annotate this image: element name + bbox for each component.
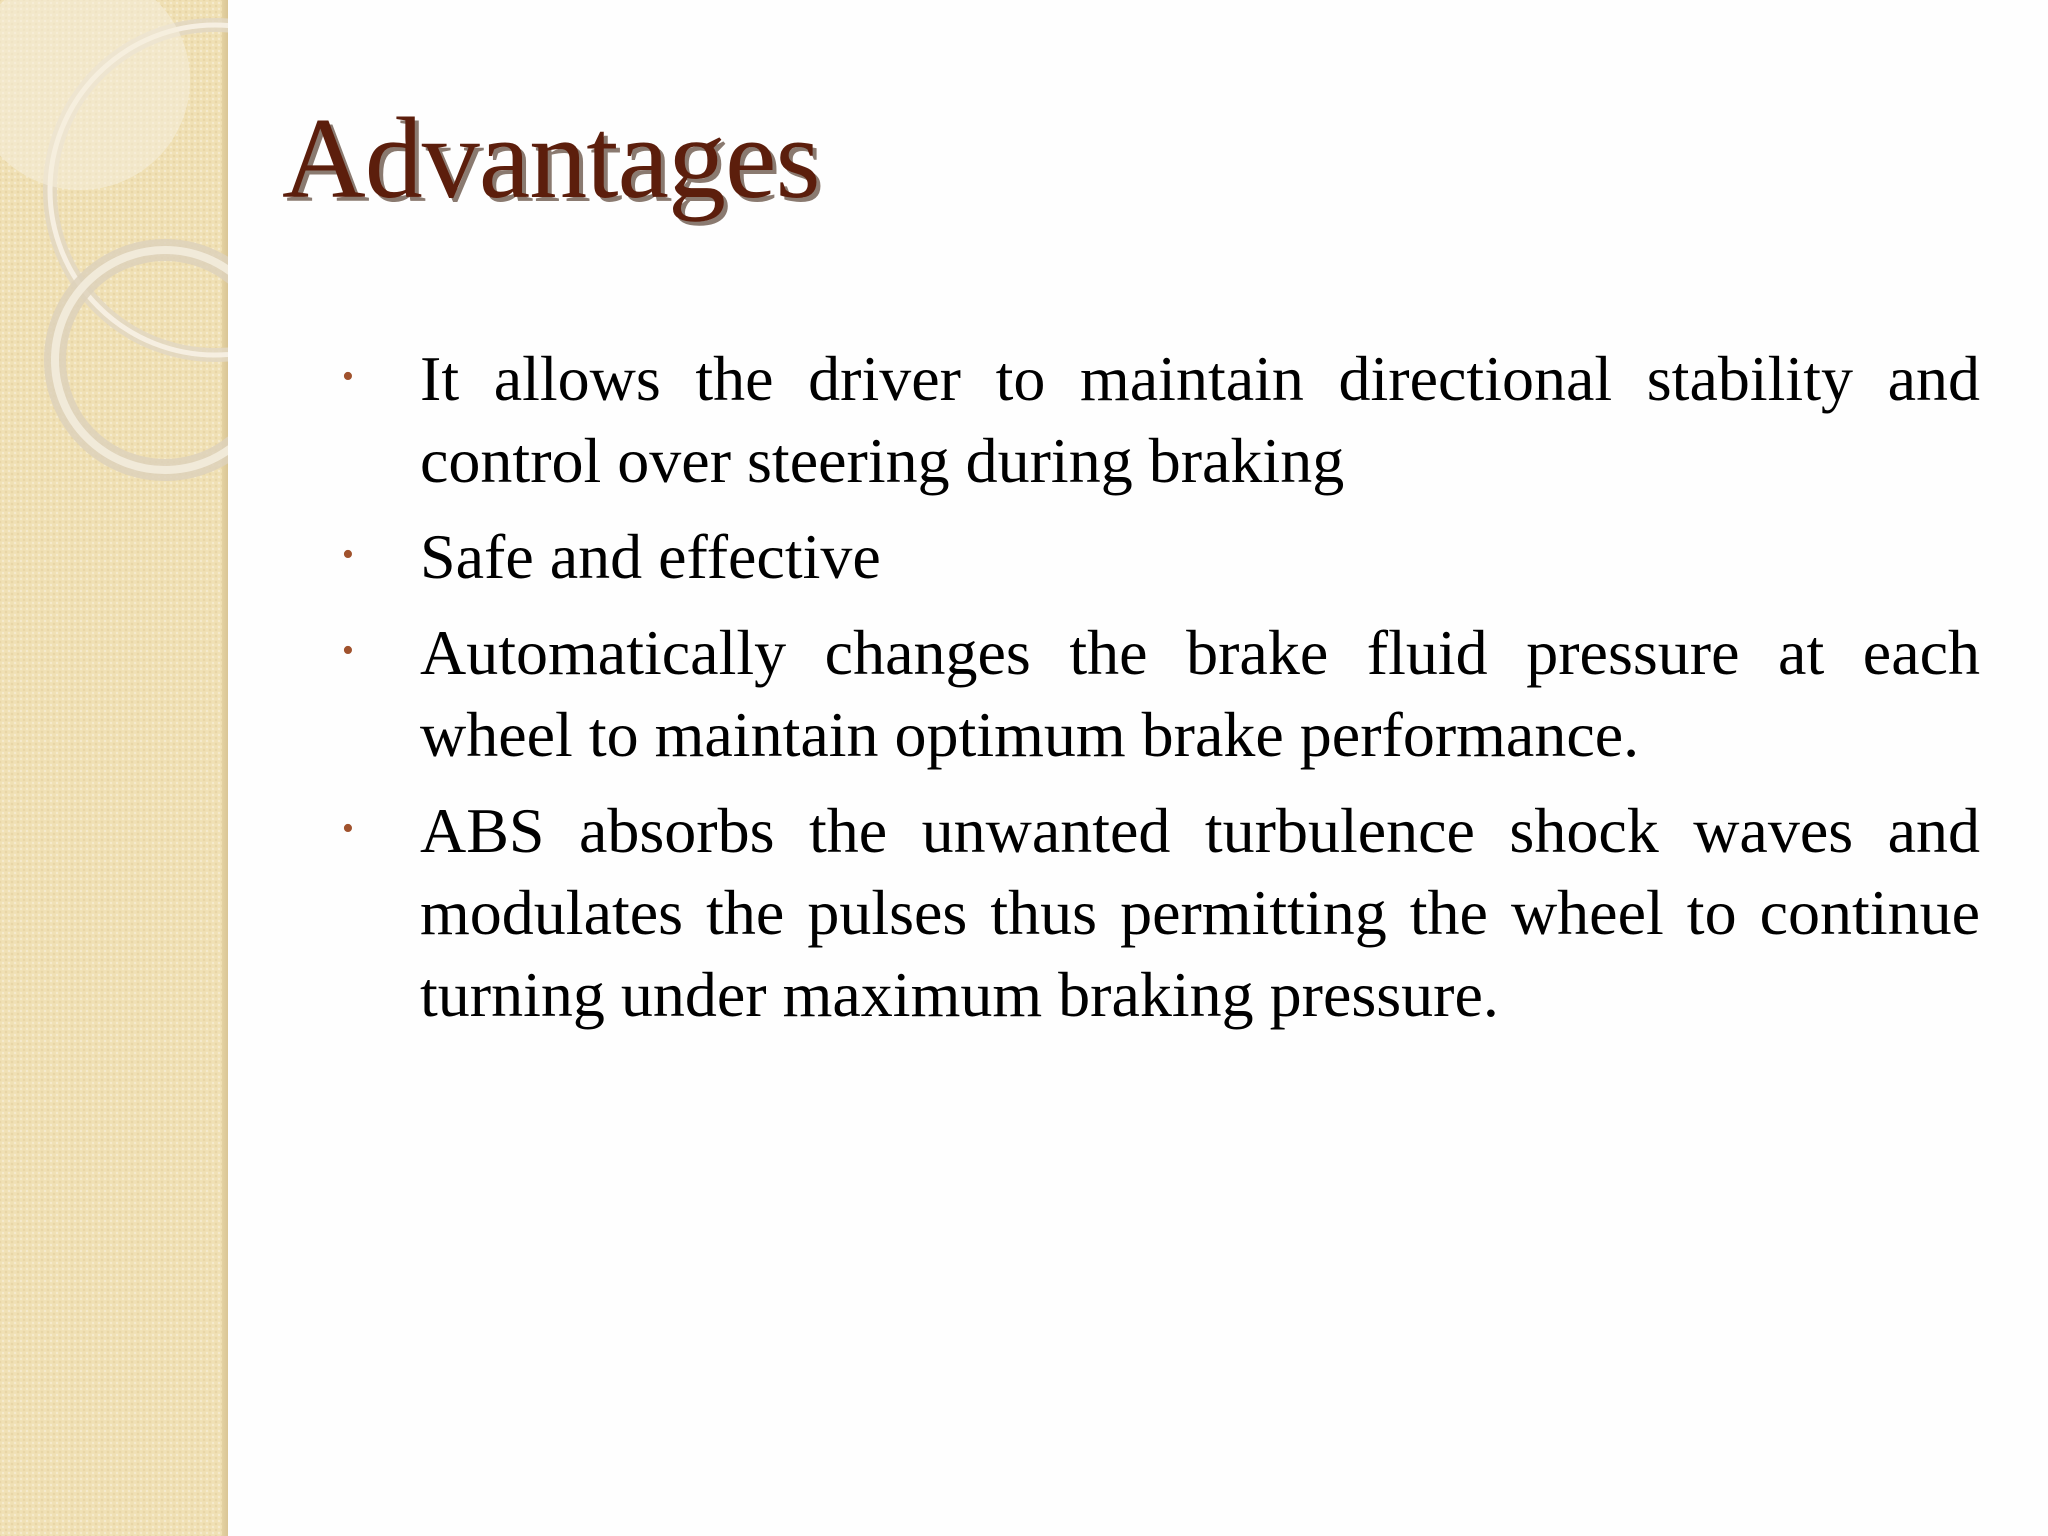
bullet-marker-icon: • [342, 810, 354, 847]
bullet-item [330, 790, 1980, 1036]
bullet-text: ABS absorbs the unwanted turbulence shock waves and modulates the pulses thus permitting the wheel to continue turning under maximum braking pressure. [420, 795, 1980, 1030]
bullet-marker-icon: • [342, 536, 354, 573]
bullet-item [330, 516, 1980, 598]
decorative-rings-icon [0, 0, 228, 520]
bullet-text: Automatically changes the brake fluid pressure at each wheel to maintain optimum brake performance. [420, 617, 1980, 770]
bullet-text: Safe and effective [420, 521, 881, 592]
bullet-item [330, 612, 1980, 776]
bullet-item [330, 338, 1980, 502]
slide-title: Advantages [282, 95, 820, 223]
bullet-list [330, 338, 1980, 1050]
bullet-marker-icon: • [342, 358, 354, 395]
bullet-marker-icon: • [342, 632, 354, 669]
bullet-text: It allows the driver to maintain directional stability and control over steering during braking [420, 343, 1980, 496]
